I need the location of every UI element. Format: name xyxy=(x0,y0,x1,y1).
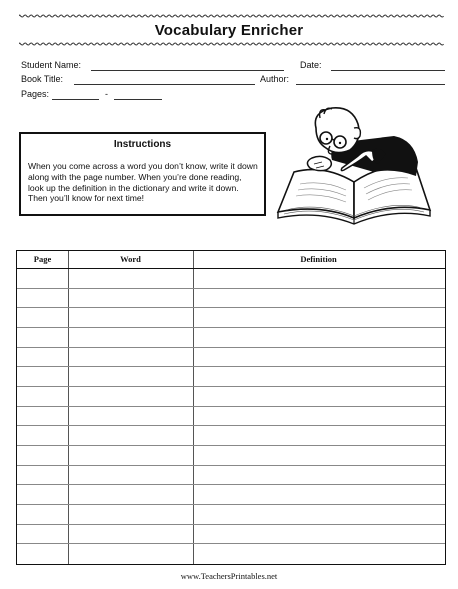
vocabulary-table xyxy=(16,250,446,565)
instructions-title: Instructions xyxy=(113,139,172,150)
instructions-text: When you come across a word you don’t know, write it down along with the page number. When you’re done reading, look up the definition in the dictionary and write it down. Then you’ll know for next time! xyxy=(28,161,258,204)
page-title: Vocabulary Enricher xyxy=(154,22,304,39)
author-field[interactable] xyxy=(296,84,445,85)
book-title-label: Book Title: xyxy=(21,74,64,84)
pages-separator: - xyxy=(105,89,108,99)
table-row[interactable] xyxy=(17,445,445,446)
bottom-wavy-rule xyxy=(19,42,444,46)
table-row[interactable] xyxy=(17,347,445,348)
author-label: Author: xyxy=(260,74,290,84)
footer-url: www.TeachersPrintables.net xyxy=(180,571,278,581)
book-title-field[interactable] xyxy=(74,84,255,85)
student-name-label: Student Name: xyxy=(21,60,82,70)
table-row[interactable] xyxy=(17,484,445,485)
table-row[interactable] xyxy=(17,406,445,407)
column-header-definition: Definition xyxy=(300,254,337,264)
column-divider xyxy=(68,251,69,564)
table-row[interactable] xyxy=(17,366,445,367)
reading-man-icon xyxy=(274,106,434,236)
column-header-page: Page xyxy=(33,254,52,264)
date-field[interactable] xyxy=(331,70,445,71)
pages-start-field[interactable] xyxy=(52,99,99,100)
column-divider xyxy=(193,251,194,564)
student-name-field[interactable] xyxy=(91,70,284,71)
top-wavy-rule xyxy=(19,14,444,18)
table-row[interactable] xyxy=(17,327,445,328)
table-row[interactable] xyxy=(17,425,445,426)
table-row[interactable] xyxy=(17,307,445,308)
table-row[interactable] xyxy=(17,524,445,525)
instructions-box xyxy=(19,132,266,216)
date-label: Date: xyxy=(300,60,322,70)
table-row[interactable] xyxy=(17,504,445,505)
table-row[interactable] xyxy=(17,386,445,387)
table-row[interactable] xyxy=(17,268,445,269)
pages-label: Pages: xyxy=(21,89,50,99)
table-row[interactable] xyxy=(17,288,445,289)
column-header-word: Word xyxy=(120,254,141,264)
pages-end-field[interactable] xyxy=(114,99,162,100)
table-row[interactable] xyxy=(17,465,445,466)
table-row[interactable] xyxy=(17,543,445,544)
